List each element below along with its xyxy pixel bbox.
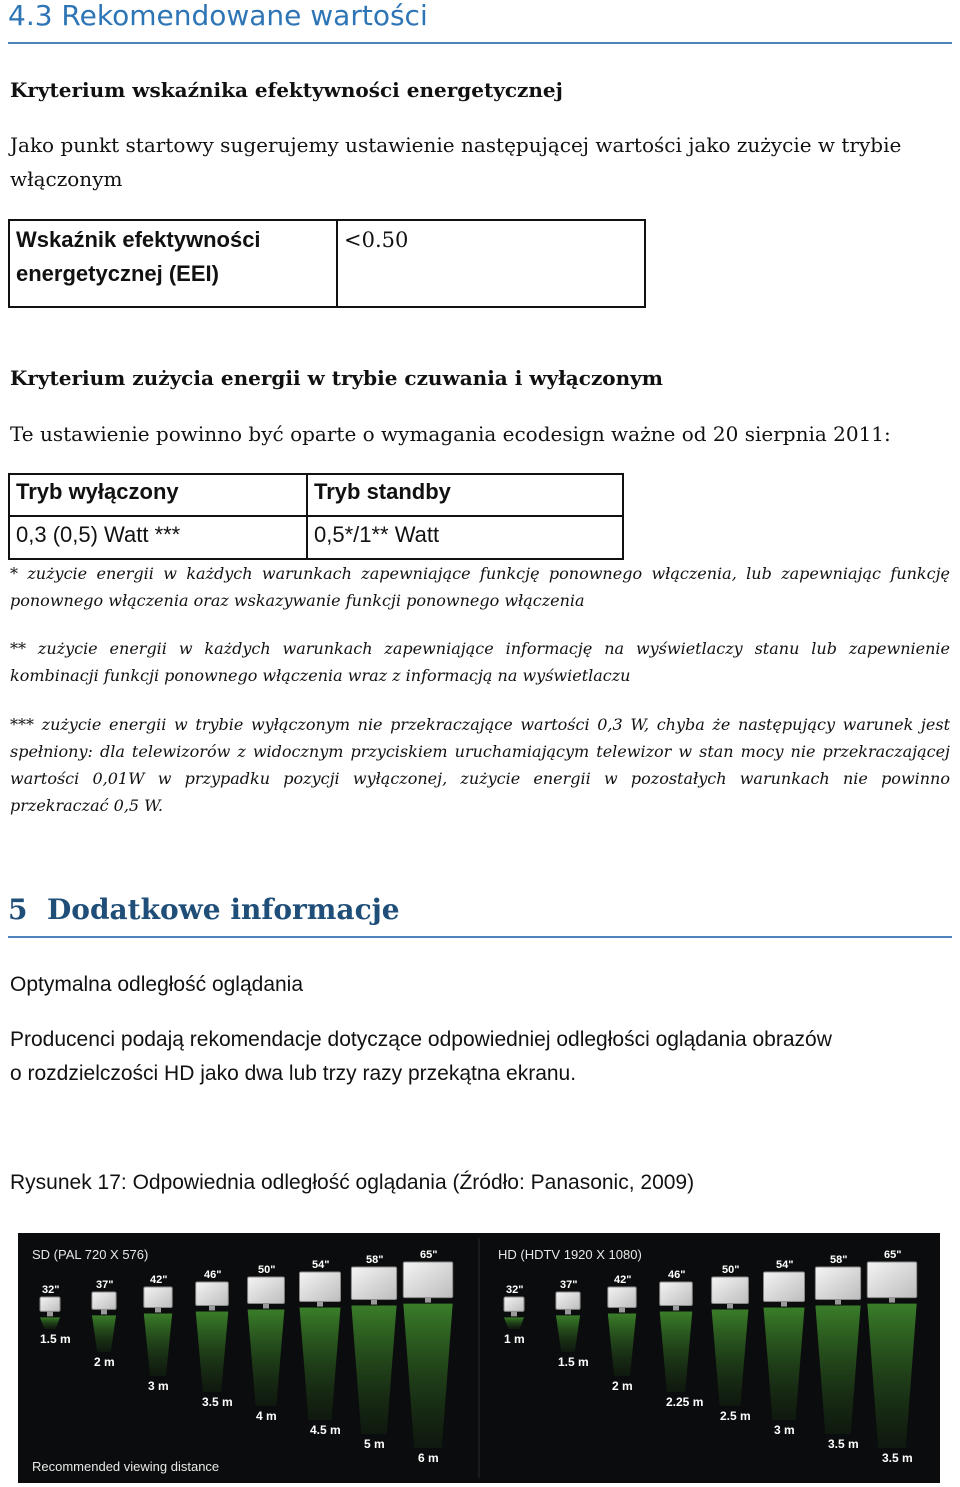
- sd-beam-6: [351, 1306, 396, 1434]
- hd-tv-2: [608, 1287, 636, 1307]
- hd-tv-4: [712, 1277, 749, 1303]
- eei-table: [8, 219, 646, 308]
- sd-distance-label-2: 3 m: [148, 1379, 169, 1393]
- sd-beam-1: [92, 1315, 116, 1352]
- standby-intro-text: Te ustawienie powinno być oparte o wymagania ecodesign ważne od 20 sierpnia 2011:: [10, 422, 891, 446]
- standby-mode-value: 0,5*/1** Watt: [307, 516, 623, 559]
- sd-tv-6: [351, 1267, 396, 1300]
- section-title: Dodatkowe informacje: [46, 893, 400, 926]
- sd-size-label-0: 32": [42, 1284, 60, 1296]
- hd-size-label-3: 46": [668, 1269, 686, 1281]
- section-number: 5: [8, 893, 28, 926]
- sd-size-label-1: 37": [96, 1279, 114, 1291]
- hd-beam-6: [815, 1306, 860, 1434]
- hd-distance-label-2: 2 m: [612, 1379, 633, 1393]
- figure-footer: Recommended viewing distance: [32, 1459, 220, 1474]
- standby-criterion-title: Kryterium zużycia energii w trybie czuwania i wyłączonym: [10, 366, 663, 390]
- sd-tv-3: [196, 1282, 229, 1305]
- sd-distance-label-1: 2 m: [94, 1355, 115, 1369]
- sd-size-label-6: 58": [366, 1254, 384, 1266]
- sd-beam-3: [196, 1311, 229, 1392]
- hd-beam-7: [867, 1304, 916, 1448]
- eei-value: <0.50: [344, 228, 409, 252]
- sd-beam-4: [248, 1309, 285, 1406]
- hd-distance-label-6: 3.5 m: [828, 1437, 859, 1451]
- hd-beam-0: [504, 1317, 524, 1329]
- figure-caption: Rysunek 17: Odpowiednia odległość oglądania (Źródło: Panasonic, 2009): [10, 1171, 695, 1194]
- hd-beam-3: [660, 1311, 693, 1392]
- viewing-distance-figure: [18, 1233, 940, 1483]
- sd-size-label-2: 42": [150, 1274, 168, 1286]
- off-mode-value: 0,3 (0,5) Watt ***: [9, 516, 307, 559]
- sd-tv-1: [92, 1292, 116, 1309]
- eei-label-line2: energetycznej (EEI): [16, 261, 219, 286]
- eei-label-cell: [9, 220, 337, 307]
- footnote-double-star: ** zużycie energii w każdych warunkach zapewniające informację na wyświetlaczy stanu lub zapewnienie kombinacji funkcji ponownego włączenia wraz z informacją na wyświetlaczu: [10, 639, 950, 685]
- sd-beam-0: [40, 1317, 60, 1329]
- hd-tv-1: [556, 1292, 580, 1309]
- hd-tv-stand-4: [727, 1303, 733, 1308]
- hd-distance-label-4: 2.5 m: [720, 1409, 751, 1423]
- hd-size-label-0: 32": [506, 1284, 524, 1296]
- viewing-distance-subtitle: Optymalna odległość oglądania: [10, 973, 304, 996]
- hd-tv-7: [867, 1262, 916, 1298]
- hd-tv-stand-0: [511, 1311, 517, 1316]
- eei-intro-text: Jako punkt startowy sugerujemy ustawienie następującej wartości jako zużycie w trybie włączonym: [10, 133, 902, 191]
- sd-size-label-5: 54": [312, 1259, 330, 1271]
- hd-distance-label-3: 2.25 m: [666, 1395, 704, 1409]
- hd-tv-stand-5: [781, 1302, 787, 1307]
- viewing-distance-diagram: [18, 1233, 940, 1483]
- sd-tv-5: [300, 1272, 341, 1302]
- hd-tv-stand-1: [565, 1309, 571, 1314]
- hd-tv-6: [815, 1267, 860, 1300]
- sd-beam-7: [403, 1304, 452, 1448]
- sd-beam-2: [144, 1313, 172, 1376]
- hd-tv-0: [504, 1297, 524, 1311]
- sd-panel: [40, 1249, 453, 1465]
- footnote-triple-star: *** zużycie energii w trybie wyłączonym nie przekraczające wartości 0,3 W, chyba że następujący warunek jest spełniony: dla telewizorów z widocznym przyciskiem uruchamiającym telewizor w stan mocy nie przekraczającej wartości 0,01W w przypadku pozycji wyłączonej, zużycie energii w pozostałych warunkach nie powinno przekraczać 0,5 W.: [10, 715, 950, 815]
- sd-size-label-3: 46": [204, 1269, 222, 1281]
- hd-size-label-2: 42": [614, 1274, 632, 1286]
- sd-size-label-7: 65": [420, 1249, 438, 1261]
- hd-tv-stand-2: [619, 1307, 625, 1312]
- hd-size-label-6: 58": [830, 1254, 848, 1266]
- hd-tv-stand-3: [673, 1305, 679, 1310]
- hd-panel-title: HD (HDTV 1920 X 1080): [498, 1247, 642, 1262]
- sd-tv-2: [144, 1287, 172, 1307]
- hd-panel: [504, 1249, 917, 1465]
- sd-distance-label-4: 4 m: [256, 1409, 277, 1423]
- hd-tv-stand-6: [835, 1300, 841, 1305]
- hd-size-label-1: 37": [560, 1279, 578, 1291]
- sd-distance-label-3: 3.5 m: [202, 1395, 233, 1409]
- sd-beam-5: [300, 1308, 341, 1420]
- hd-distance-label-7: 3.5 m: [882, 1451, 913, 1465]
- sd-tv-stand-5: [317, 1302, 323, 1307]
- hd-beam-4: [712, 1309, 749, 1406]
- hd-distance-label-5: 3 m: [774, 1423, 795, 1437]
- sd-tv-0: [40, 1297, 60, 1311]
- hd-tv-stand-7: [889, 1298, 895, 1303]
- eei-value-cell: [337, 220, 645, 307]
- sd-tv-stand-4: [263, 1303, 269, 1308]
- sd-tv-stand-0: [47, 1311, 53, 1316]
- sd-tv-4: [248, 1277, 285, 1303]
- sd-distance-label-6: 5 m: [364, 1437, 385, 1451]
- sd-distance-label-5: 4.5 m: [310, 1423, 341, 1437]
- hd-tv-3: [660, 1282, 693, 1305]
- footnote-single-star: * zużycie energii w każdych warunkach zapewniające funkcję ponownego włączenia, lub zapewniając funkcję ponownego włączenia oraz wskazywanie funkcji ponownego włączenia: [10, 564, 950, 610]
- hd-distance-label-1: 1.5 m: [558, 1355, 589, 1369]
- body-text-line1: Producenci podają rekomendacje dotyczące odpowiedniej odległości oglądania obrazów: [10, 1028, 832, 1051]
- sd-tv-7: [403, 1262, 452, 1298]
- sd-tv-stand-2: [155, 1307, 161, 1312]
- hd-size-label-5: 54": [776, 1259, 794, 1271]
- standby-table: [8, 473, 624, 560]
- sd-tv-stand-3: [209, 1305, 215, 1310]
- hd-beam-1: [556, 1315, 580, 1352]
- sd-tv-stand-6: [371, 1300, 377, 1305]
- eei-label-line1: Wskaźnik efektywności: [16, 227, 261, 252]
- hd-distance-label-0: 1 m: [504, 1332, 525, 1346]
- section-heading-4-3: 4.3 Rekomendowane wartości: [8, 0, 952, 44]
- hd-size-label-7: 65": [884, 1249, 902, 1261]
- sd-distance-label-7: 6 m: [418, 1451, 439, 1465]
- sd-size-label-4: 50": [258, 1264, 276, 1276]
- hd-size-label-4: 50": [722, 1264, 740, 1276]
- hd-beam-5: [764, 1308, 805, 1420]
- sd-distance-label-0: 1.5 m: [40, 1332, 71, 1346]
- standby-mode-header: Tryb standby: [307, 474, 623, 516]
- hd-beam-2: [608, 1313, 636, 1376]
- eei-criterion-title: Kryterium wskaźnika efektywności energetycznej: [10, 78, 563, 102]
- body-text-line2: o rozdzielczości HD jako dwa lub trzy razy przekątna ekranu.: [10, 1062, 577, 1085]
- sd-panel-title: SD (PAL 720 X 576): [32, 1247, 149, 1262]
- section-heading-5: [8, 890, 952, 938]
- off-mode-header: Tryb wyłączony: [9, 474, 307, 516]
- sd-tv-stand-7: [425, 1298, 431, 1303]
- sd-tv-stand-1: [101, 1309, 107, 1314]
- hd-tv-5: [764, 1272, 805, 1302]
